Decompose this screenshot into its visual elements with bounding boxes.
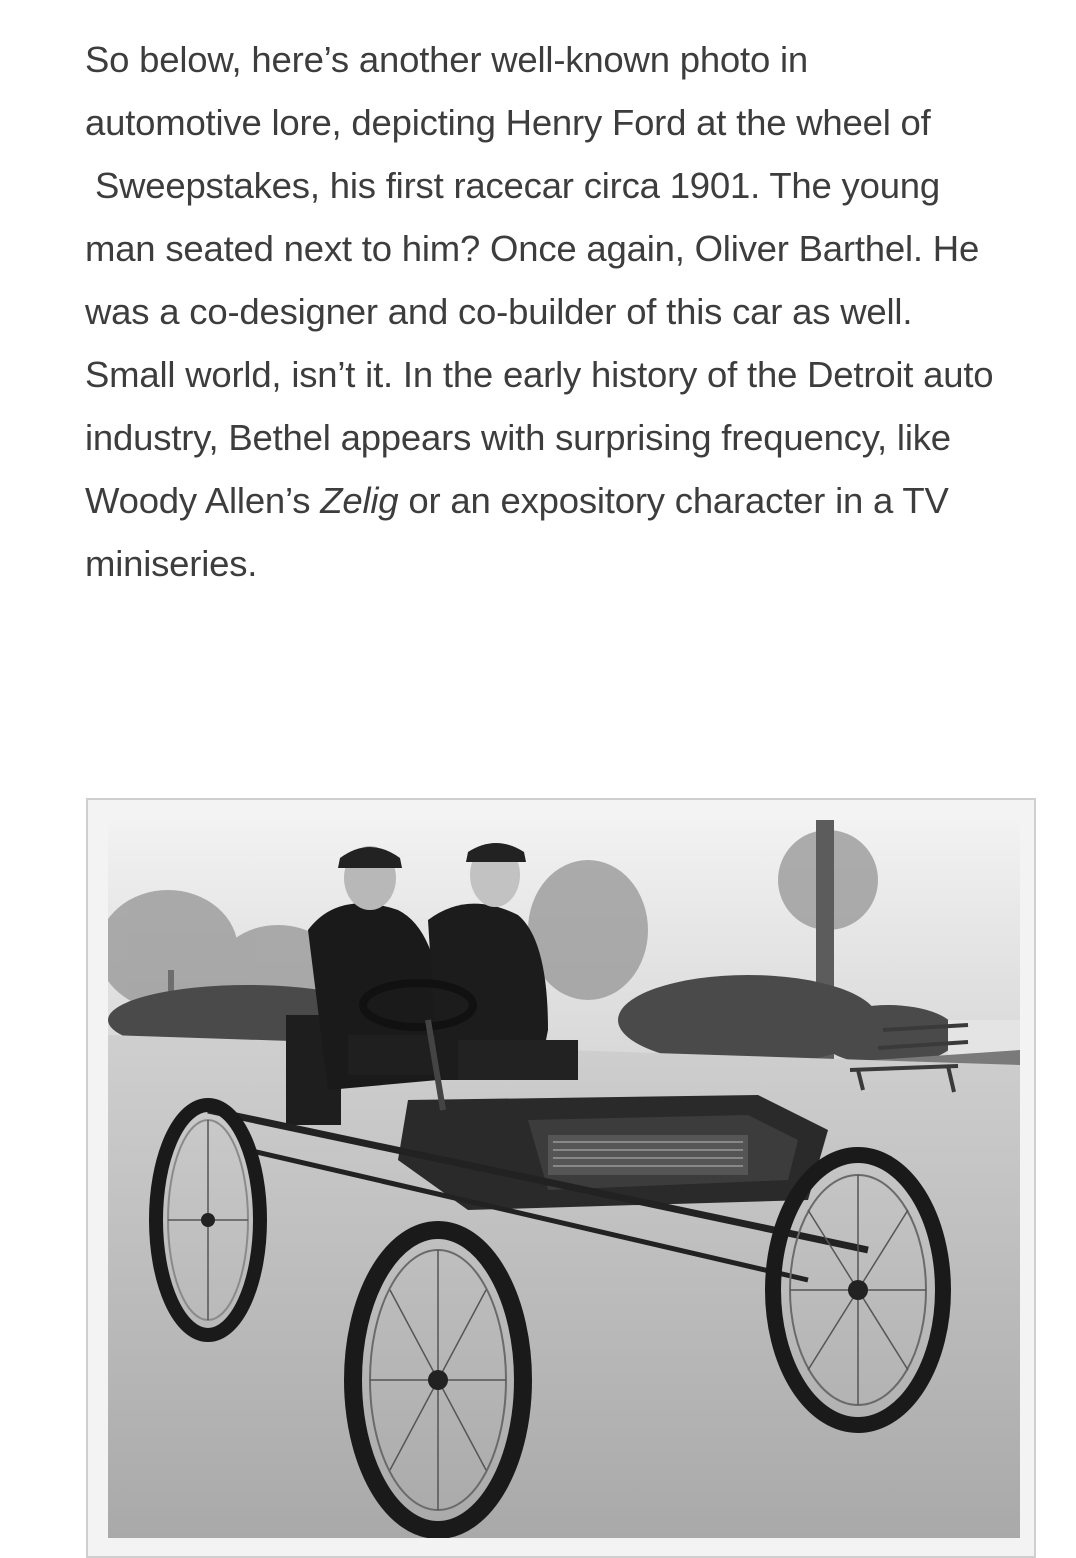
photo-frame: [86, 798, 1036, 1558]
article-line: automotive lore, depicting Henry Ford at the wheel of: [85, 102, 931, 143]
article-text-segment: Woody Allen’s: [85, 480, 321, 521]
article-text-segment: or an expository character in a TV: [398, 480, 949, 521]
article-line: [85, 469, 1045, 532]
article-line: industry, Bethel appears with surprising frequency, like: [85, 417, 951, 458]
article-line: Small world, isn’t it. In the early history of the Detroit auto: [85, 354, 994, 395]
article-line: man seated next to him? Once again, Oliver Barthel. He: [85, 228, 980, 269]
historic-photo-illustration: [108, 820, 1020, 1538]
article-line: miniseries.: [85, 543, 258, 584]
article-line: Sweepstakes, his first racecar circa 1901. The young: [85, 165, 941, 206]
article-line: So below, here’s another well-known photo in: [85, 39, 809, 80]
article-paragraph: [85, 28, 1045, 595]
article-line: was a co-designer and co-builder of this car as well.: [85, 291, 913, 332]
zelig-link-text: Zelig: [320, 480, 399, 521]
historic-photo[interactable]: [108, 820, 1020, 1538]
